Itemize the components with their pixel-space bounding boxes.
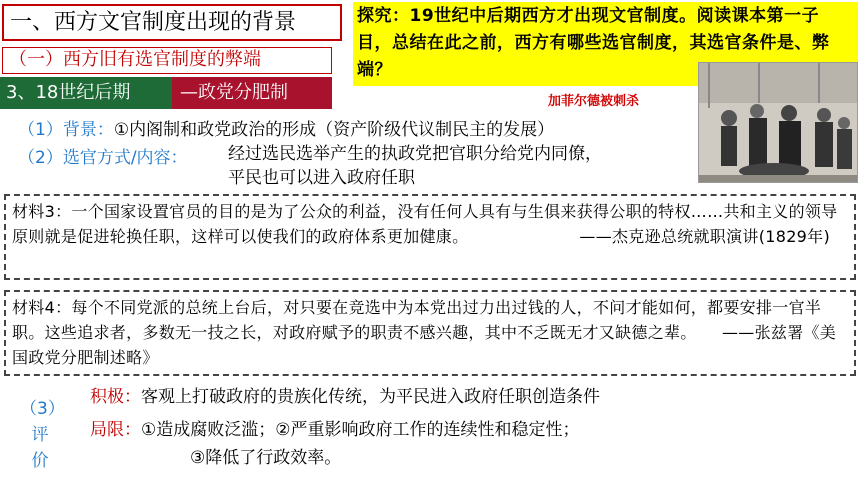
method-label: （2）选官方式/内容： bbox=[18, 148, 188, 168]
system-label: —政党分肥制 bbox=[172, 77, 332, 109]
limit-line-1: ①造成腐败泛滥；②严重影响政府工作的连续性和稳定性； bbox=[141, 420, 580, 440]
evaluation-label bbox=[20, 396, 65, 474]
evaluation-char-2: 价 bbox=[31, 451, 49, 471]
section-title: 一、西方文官制度出现的背景 bbox=[2, 4, 342, 41]
garfield-assassination-image bbox=[698, 62, 858, 183]
material-3-source: ——杰克逊总统就职演讲(1829年) bbox=[579, 227, 830, 246]
subsection-title: （一）西方旧有选官制度的弊端 bbox=[2, 47, 332, 74]
background-label: （1）背景： bbox=[18, 120, 114, 140]
period-label: 3、18世纪后期 bbox=[0, 77, 172, 109]
evaluation-positive bbox=[90, 385, 600, 409]
engraving-illustration bbox=[699, 63, 857, 182]
method-line-1: 经过选民选举产生的执政党把官职分给党内同僚， bbox=[228, 144, 602, 164]
limit-line-2: ③降低了行政效率。 bbox=[190, 448, 342, 468]
positive-label: 积极： bbox=[90, 387, 141, 407]
material-3-box bbox=[4, 194, 856, 280]
background-text: ①内阁制和政党政治的形成（资产阶级代议制民主的发展） bbox=[113, 120, 555, 140]
material-3-text: 材料3：一个国家设置官员的目的是为了公众的利益，没有任何人具有与生俱来获得公职的特权……共和主义的领导原则就是促进轮换任职，这样可以使我们的政府体系更加健康。 bbox=[12, 202, 838, 246]
material-4-box bbox=[4, 290, 856, 376]
image-caption: 加菲尔德被刺杀 bbox=[548, 94, 640, 109]
background-row bbox=[18, 118, 554, 142]
method-line-2: 平民也可以进入政府任职 bbox=[228, 168, 415, 188]
positive-text: 客观上打破政府的贵族化传统，为平民进入政府任职创造条件 bbox=[141, 387, 600, 407]
inquiry-box: 探究：19世纪中后期西方才出现文官制度。阅读课本第一子目，总结在此之前，西方有哪些选官制度，其选官条件是、弊端？ bbox=[353, 2, 858, 86]
evaluation-limit bbox=[90, 418, 579, 442]
evaluation-char-1: 评 bbox=[31, 425, 49, 445]
evaluation-number: （3） bbox=[20, 399, 65, 419]
material-4-text: 材料4：每个不同党派的总统上台后，对只要在竞选中为本党出过力出过钱的人，不问才能如何，都要安排一官半职。这些追求者，多数无一技之长，对政府赋予的职责不感兴趣，其中不乏既无才又缺德之辈。 bbox=[12, 298, 822, 342]
material-4-source: ——张兹署《美国政党分肥制述略》 bbox=[12, 323, 837, 367]
limit-label: 局限： bbox=[90, 420, 141, 440]
